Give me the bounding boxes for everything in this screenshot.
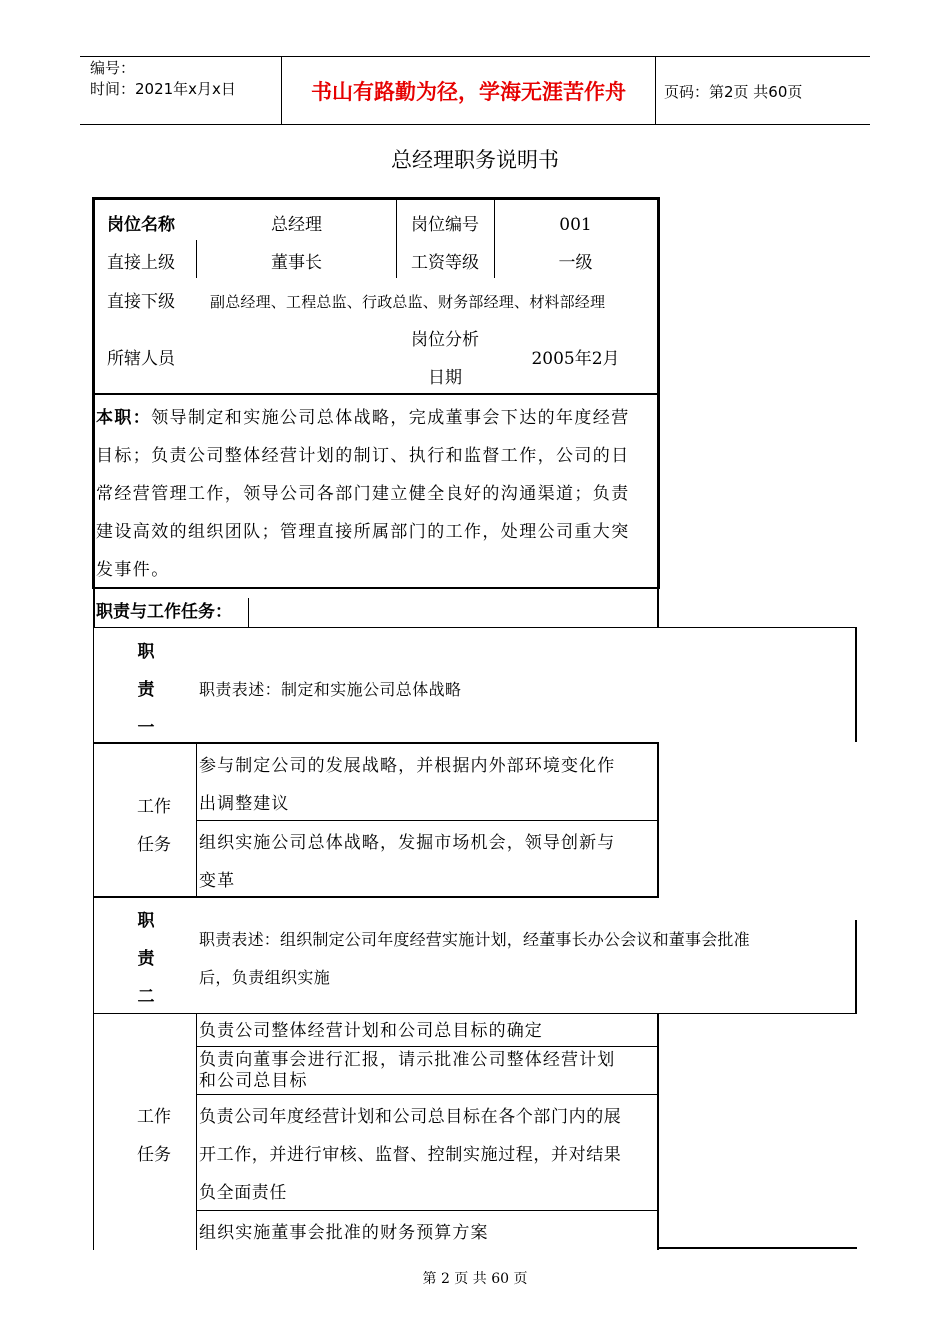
- subordinates-label: 直接下级: [107, 292, 175, 312]
- salary-label: 工资等级: [411, 253, 479, 273]
- resp1-label-1: 职: [137, 642, 155, 662]
- position-name-value: 总经理: [271, 215, 322, 235]
- resp2-label-1: 职: [137, 911, 155, 931]
- analysis-label-2: 日期: [428, 368, 462, 388]
- staff-label: 所辖人员: [107, 349, 175, 369]
- resp2-task3-line2: 开工作，并进行审核、监督、控制实施过程，并对结果: [199, 1145, 622, 1165]
- resp1-task-label-1: 工作: [137, 797, 171, 817]
- resp1-task-label-2: 任务: [137, 835, 171, 855]
- doc-number-label: 编号：: [90, 59, 136, 77]
- resp1-label-2: 责: [137, 680, 155, 700]
- resp2-task3-line3: 负全面责任: [199, 1183, 287, 1203]
- subordinates-value: 副总经理、工程总监、行政总监、财务部经理、材料部经理: [210, 293, 606, 311]
- analysis-date: 2005年2月: [531, 349, 620, 369]
- resp1-task1-line2: 出调整建议: [199, 794, 290, 814]
- resp2-task1: 负责公司整体经营计划和公司总目标的确定: [199, 1021, 543, 1041]
- resp2-label-2: 责: [137, 949, 155, 969]
- resp1-statement: 职责表述：制定和实施公司总体战略: [199, 680, 462, 699]
- position-name-label: 岗位名称: [107, 215, 175, 235]
- duty-line-4: 建设高效的组织团队；管理直接所属部门的工作，处理公司重大突: [96, 522, 630, 542]
- resp1-label-3: 一: [137, 718, 155, 738]
- duty-line-5: 发事件。: [96, 560, 170, 580]
- resp2-task3-line1: 负责公司年度经营计划和公司总目标在各个部门内的展: [199, 1107, 622, 1127]
- duty-line-1: 领导制定和实施公司总体战略，完成董事会下达的年度经营: [151, 408, 630, 428]
- header-page-info: 页码：第2页 共60页: [664, 83, 803, 101]
- duty-line-3: 常经营管理工作，领导公司各部门建立健全良好的沟通渠道；负责: [96, 484, 630, 504]
- position-no-label: 岗位编号: [411, 215, 479, 235]
- resp2-statement-line1: 职责表述：组织制定公司年度经营实施计划，经董事长办公会议和董事会批准: [199, 930, 750, 949]
- page-title: 总经理职务说明书: [391, 148, 559, 172]
- resp2-task2-line2: 和公司总目标: [199, 1071, 308, 1091]
- salary-value: 一级: [558, 253, 593, 273]
- analysis-label-1: 岗位分析: [411, 330, 479, 350]
- position-no-value: 001: [559, 215, 592, 235]
- resp2-label-3: 二: [137, 987, 155, 1007]
- superior-label: 直接上级: [107, 253, 175, 273]
- resp2-task4: 组织实施董事会批准的财务预算方案: [199, 1223, 489, 1243]
- resp2-task-label-2: 任务: [137, 1145, 171, 1165]
- resp2-statement-line2: 后，负责组织实施: [199, 968, 331, 987]
- duty-label: 本职：: [96, 408, 152, 428]
- resp2-task2-line1: 负责向董事会进行汇报，请示批准公司整体经营计划: [199, 1050, 616, 1070]
- page-footer: 第 2 页 共 60 页: [422, 1271, 528, 1287]
- resp1-task2-line2: 变革: [199, 871, 236, 891]
- header-motto: 书山有路勤为径，学海无涯苦作舟: [311, 80, 626, 104]
- responsibilities-heading: 职责与工作任务：: [96, 602, 232, 622]
- resp2-task-label-1: 工作: [137, 1107, 171, 1127]
- resp1-task2-line1: 组织实施公司总体战略，发掘市场机会，领导创新与: [199, 833, 616, 853]
- superior-value: 董事长: [271, 253, 322, 273]
- duty-line-2: 目标；负责公司整体经营计划的制订、执行和监督工作，公司的日: [96, 446, 630, 466]
- doc-time: 时间：2021年x月x日: [90, 80, 236, 98]
- resp1-task1-line1: 参与制定公司的发展战略，并根据内外部环境变化作: [199, 756, 616, 776]
